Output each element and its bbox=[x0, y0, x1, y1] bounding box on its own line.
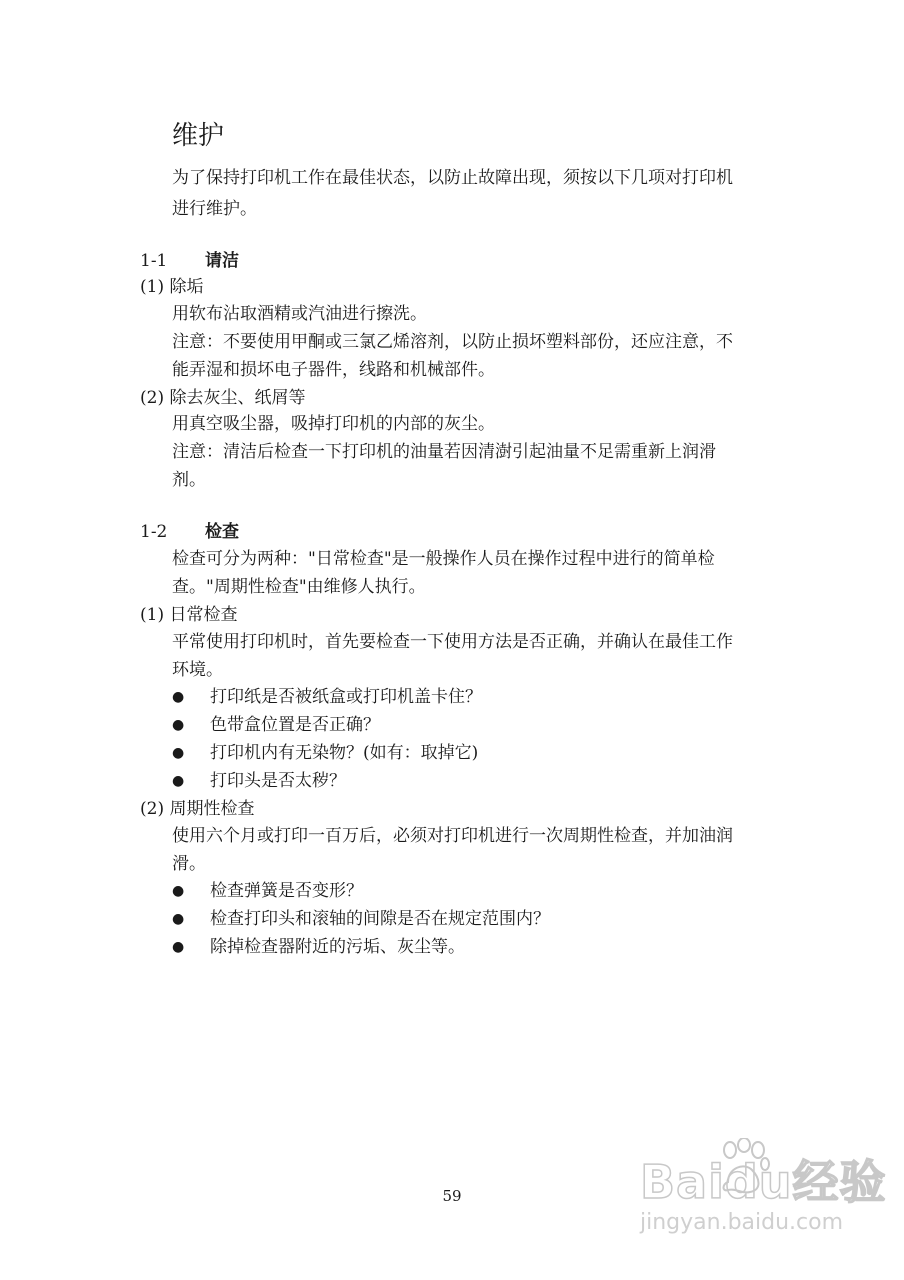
bullet-item: 色带盒位置是否正确？ bbox=[210, 715, 380, 735]
item-line: 注意：不要使用甲酮或三氯乙烯溶剂，以防止损坏塑料部份，还应注意，不 bbox=[172, 332, 733, 352]
item-line: 用软布沾取酒精或汽油进行擦洗。 bbox=[172, 304, 427, 324]
page-number: 59 bbox=[442, 1187, 462, 1205]
section-number: 1-1 bbox=[140, 251, 168, 271]
bullet-icon: ● bbox=[172, 745, 185, 761]
page-title: 维护 bbox=[172, 121, 225, 151]
item-line: 滑。 bbox=[172, 854, 206, 874]
item-line: 剂。 bbox=[172, 470, 206, 490]
bullet-icon: ● bbox=[172, 883, 185, 899]
item-line: 环境。 bbox=[172, 660, 223, 680]
item-label: (1) 日常检查 bbox=[140, 605, 238, 625]
watermark-logo: Baidu经验 bbox=[640, 1155, 887, 1209]
section-title: 检查 bbox=[205, 522, 239, 542]
baidu-watermark bbox=[640, 1138, 890, 1248]
bullet-item: 除掉检查器附近的污垢、灰尘等。 bbox=[210, 937, 465, 957]
bullet-icon: ● bbox=[172, 911, 185, 927]
intro-line: 进行维护。 bbox=[172, 199, 257, 219]
item-line: 能弄湿和损坏电子器件，线路和机械部件。 bbox=[172, 360, 495, 380]
bullet-item: 打印机内有无染物？(如有：取掉它) bbox=[210, 743, 479, 763]
section-title: 请洁 bbox=[205, 251, 239, 271]
bullet-icon: ● bbox=[172, 689, 185, 705]
item-line: 使用六个月或打印一百万后，必须对打印机进行一次周期性检查，并加油润 bbox=[172, 826, 733, 846]
item-line: 平常使用打印机时，首先要检查一下使用方法是否正确，并确认在最佳工作 bbox=[172, 632, 733, 652]
item-label: (1) 除垢 bbox=[140, 277, 204, 297]
bullet-item: 检查弹簧是否变形？ bbox=[210, 881, 363, 901]
bullet-icon: ● bbox=[172, 939, 185, 955]
bullet-item: 打印头是否太秽？ bbox=[210, 771, 346, 791]
bullet-icon: ● bbox=[172, 717, 185, 733]
section-intro-line: 检查可分为两种："日常检查"是一般操作人员在操作过程中进行的简单检 bbox=[172, 549, 715, 569]
watermark-url: jingyan.baidu.com bbox=[640, 1210, 844, 1235]
bullet-icon: ● bbox=[172, 773, 185, 789]
section-number: 1-2 bbox=[140, 522, 168, 542]
item-line: 注意：清洁后检查一下打印机的油量若因清澍引起油量不足需重新上润滑 bbox=[172, 442, 716, 462]
intro-line: 为了保持打印机工作在最佳状态，以防止故障出现，须按以下几项对打印机 bbox=[172, 168, 733, 188]
bullet-item: 打印纸是否被纸盒或打印机盖卡住？ bbox=[210, 687, 482, 707]
item-line: 用真空吸尘器，吸掉打印机的内部的灰尘。 bbox=[172, 414, 495, 434]
item-label: (2) 除去灰尘、纸屑等 bbox=[140, 388, 306, 408]
section-intro-line: 查。"周期性检查"由维修人执行。 bbox=[172, 577, 426, 597]
item-label: (2) 周期性检查 bbox=[140, 799, 255, 819]
bullet-item: 检查打印头和滚轴的间隙是否在规定范围内？ bbox=[210, 909, 550, 929]
